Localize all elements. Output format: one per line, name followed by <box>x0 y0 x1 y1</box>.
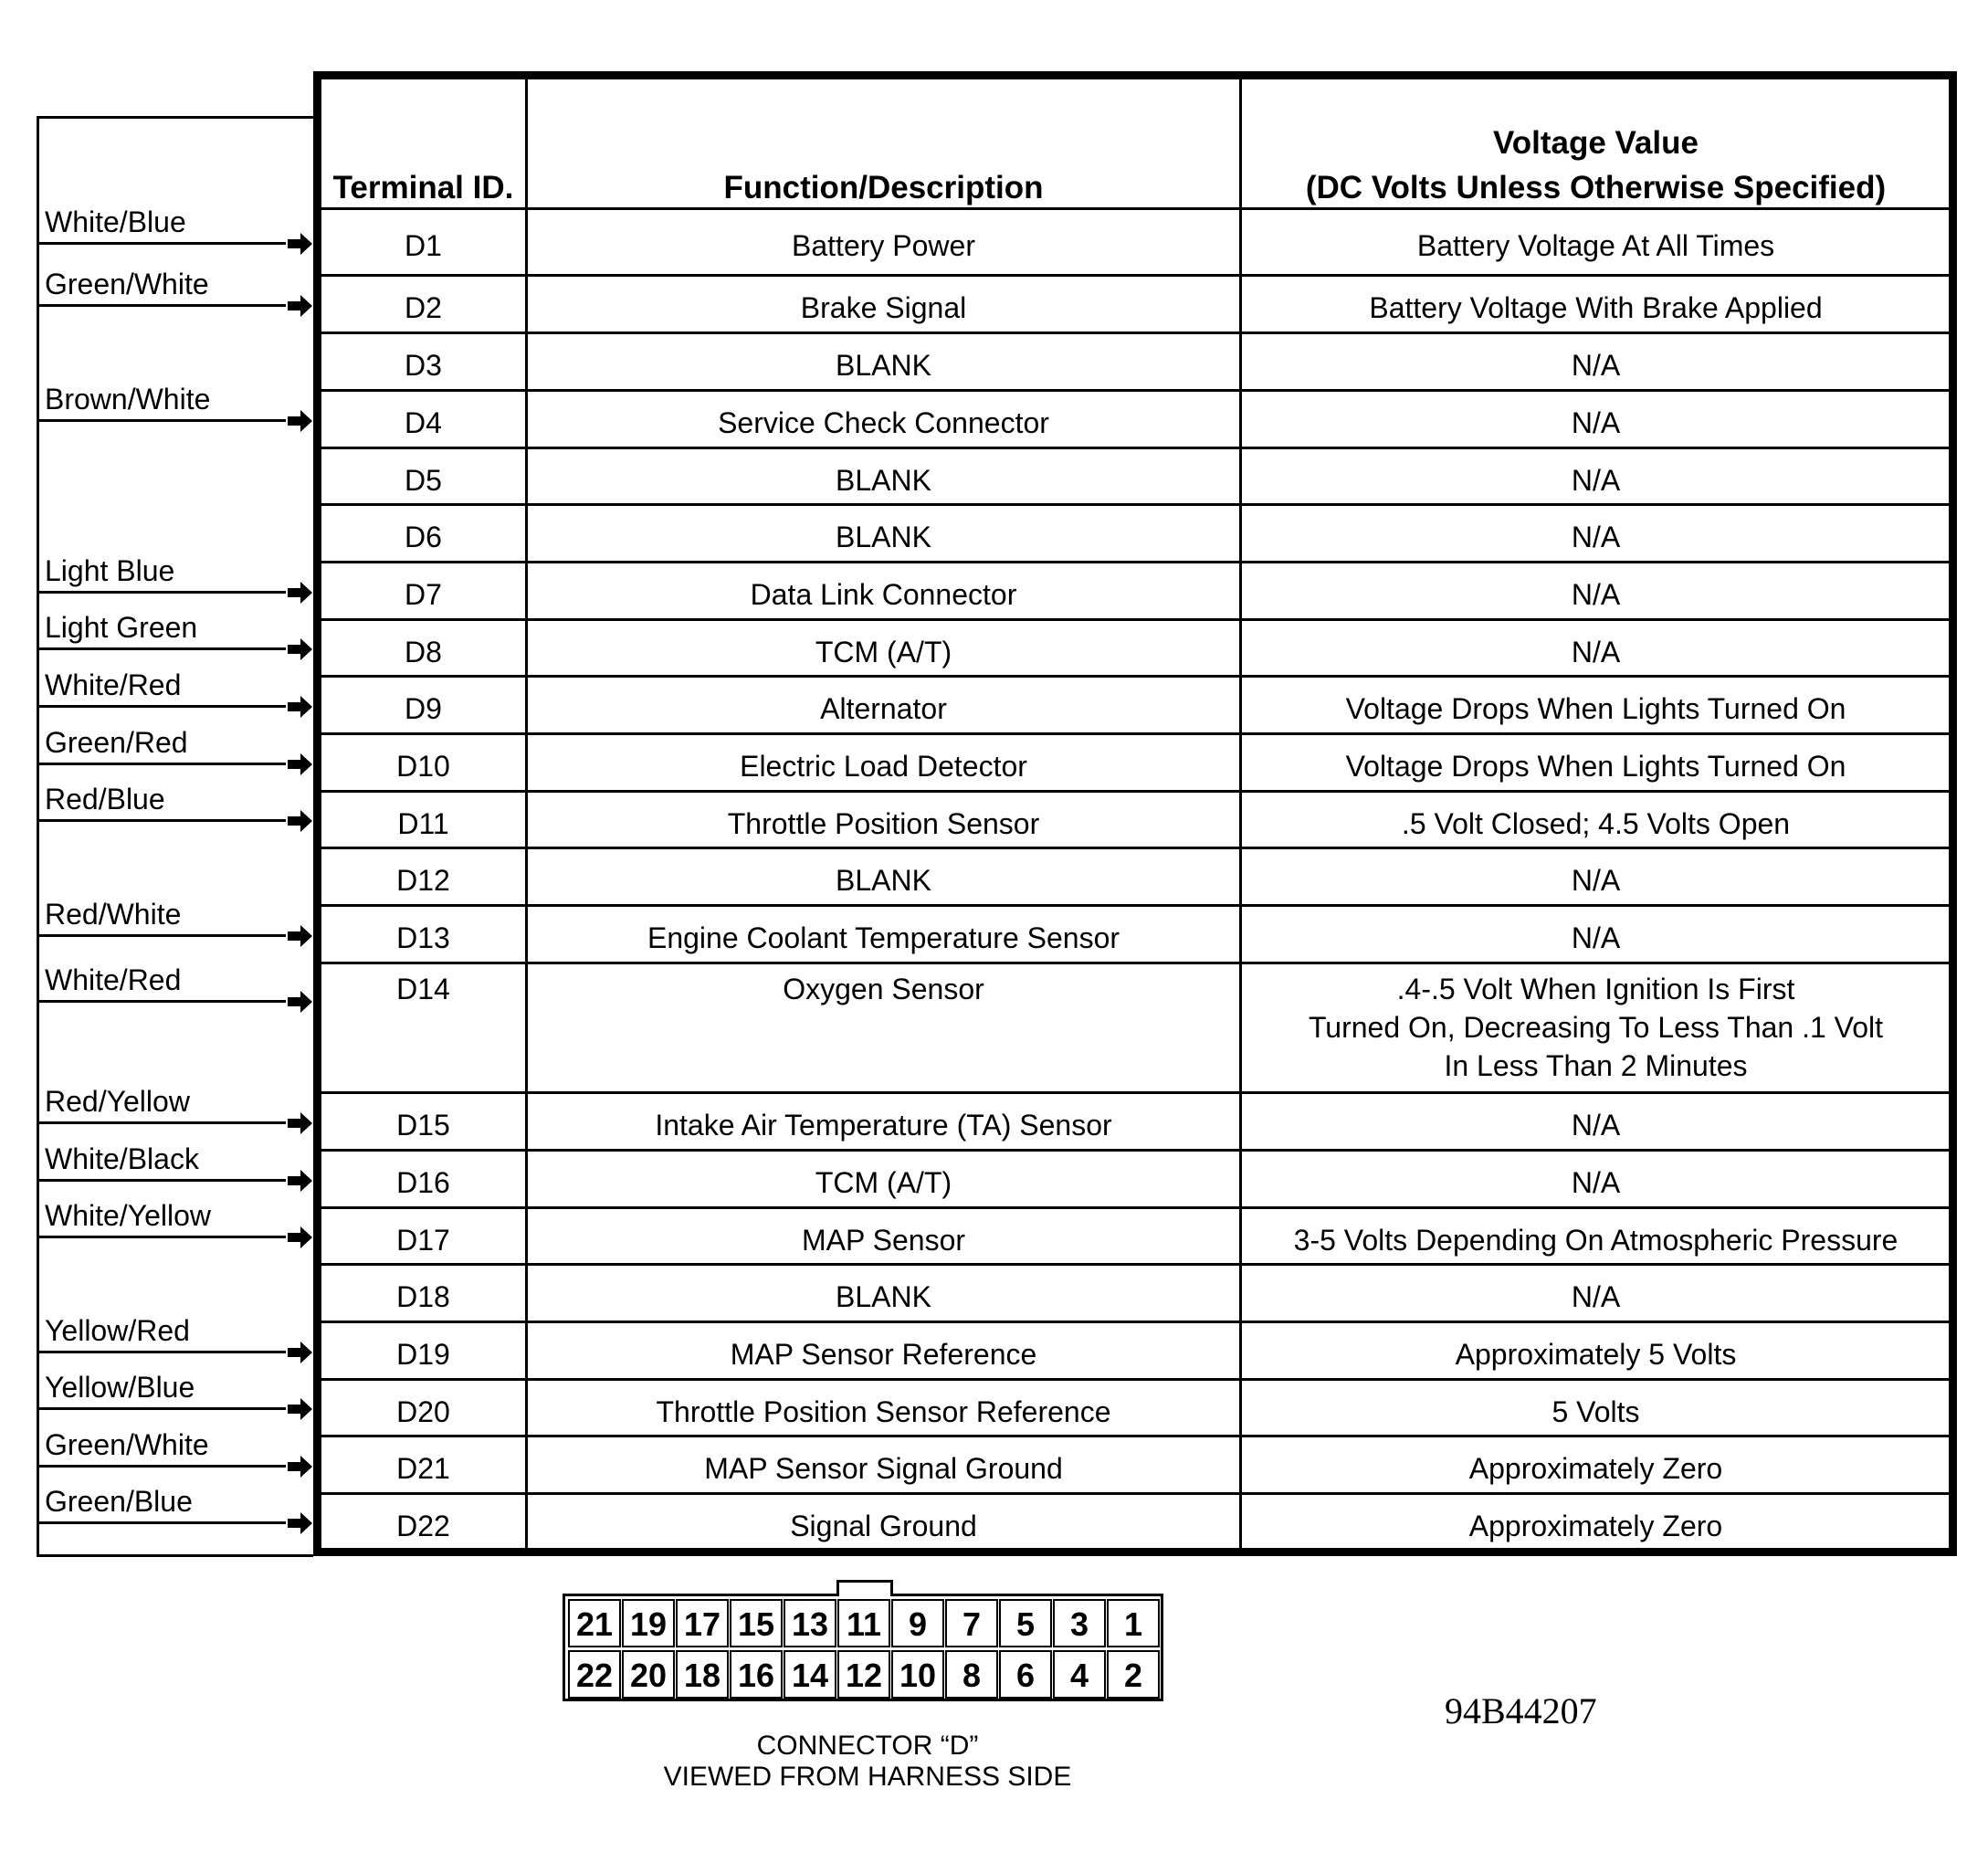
function-cell: Service Check Connector <box>718 406 1049 439</box>
connector-pin: 8 <box>945 1650 998 1699</box>
voltage-cell: Approximately Zero <box>1468 1510 1723 1542</box>
function-cell: BLANK <box>836 521 931 553</box>
row-divider <box>321 503 1949 506</box>
wire-color-label: Green/White <box>45 1428 209 1461</box>
connector-pin: 19 <box>622 1599 675 1647</box>
wire-entry <box>37 590 313 650</box>
voltage-cell: Battery Voltage At All Times <box>1416 229 1775 262</box>
wire-entry <box>37 1178 313 1238</box>
voltage-cell: Battery Voltage With Brake Applied <box>1369 291 1823 324</box>
row-divider <box>321 561 1949 563</box>
voltage-cell: N/A <box>1571 349 1621 382</box>
arrow-right-icon <box>288 293 313 319</box>
wire-entry <box>37 1407 313 1468</box>
wire-line <box>37 242 286 245</box>
terminal-id-cell: D8 <box>405 636 442 668</box>
wire-color-label: White/Blue <box>45 205 186 238</box>
function-cell: MAP Sensor Reference <box>730 1338 1037 1371</box>
row-divider <box>321 1492 1949 1495</box>
wire-entry <box>37 942 313 1003</box>
connector-d-diagram <box>563 1594 1163 1701</box>
terminal-table <box>313 71 1957 1556</box>
row-divider <box>321 331 1949 334</box>
voltage-cell: N/A <box>1571 864 1621 897</box>
wire-entry <box>37 533 313 594</box>
terminal-id-cell: D4 <box>405 406 442 439</box>
connector-pin: 4 <box>1053 1650 1106 1699</box>
connector-pin: 12 <box>837 1650 890 1699</box>
header-function: Function/Description <box>723 170 1044 205</box>
function-cell: Data Link Connector <box>750 578 1017 611</box>
connector-pin: 6 <box>999 1650 1052 1699</box>
header-terminal-id: Terminal ID. <box>332 170 514 205</box>
terminal-id-cell: D18 <box>396 1280 450 1313</box>
function-cell: BLANK <box>836 349 931 382</box>
voltage-cell: .4-.5 Volt When Ignition Is First Turned On, Decreasing To Less Than .1 Volt In Less Than 2 Minutes <box>1308 973 1884 1082</box>
row-divider <box>321 447 1949 449</box>
terminal-id-cell: D2 <box>405 291 442 324</box>
voltage-cell: Approximately 5 Volts <box>1455 1338 1737 1371</box>
connector-pin: 11 <box>837 1599 890 1647</box>
arrow-right-icon <box>288 989 313 1015</box>
wire-color-label: Light Blue <box>45 554 175 587</box>
row-divider <box>321 207 1949 210</box>
wire-color-label: Red/Blue <box>45 783 165 816</box>
row-divider <box>321 389 1949 392</box>
header-voltage-line1: Voltage Value <box>1493 125 1699 161</box>
arrow-right-icon <box>288 408 313 434</box>
row-divider <box>321 675 1949 678</box>
terminal-id-cell: D17 <box>396 1224 450 1257</box>
wire-entry <box>37 1293 313 1353</box>
wire-line <box>37 419 286 422</box>
terminal-id-cell: D9 <box>405 692 442 725</box>
wire-entry <box>37 362 313 422</box>
wire-color-label: White/Black <box>45 1142 199 1175</box>
connector-caption-line1: CONNECTOR “D” <box>756 1731 979 1761</box>
voltage-cell: Voltage Drops When Lights Turned On <box>1345 750 1846 783</box>
terminal-id-cell: D19 <box>396 1338 450 1371</box>
wire-color-label: White/Red <box>45 963 182 996</box>
wire-entry <box>37 705 313 765</box>
terminal-id-cell: D14 <box>396 973 450 1005</box>
voltage-cell: N/A <box>1571 921 1621 954</box>
voltage-cell: Approximately Zero <box>1468 1452 1723 1485</box>
wire-entry <box>37 647 313 708</box>
row-divider <box>321 1149 1949 1152</box>
header-voltage-line2: (DC Volts Unless Otherwise Specified) <box>1305 170 1887 205</box>
voltage-cell: 5 Volts <box>1551 1395 1640 1428</box>
connector-pin: 10 <box>891 1650 944 1699</box>
wire-color-label: Brown/White <box>45 383 211 416</box>
terminal-id-cell: D21 <box>396 1452 450 1485</box>
function-cell: Electric Load Detector <box>740 750 1027 783</box>
connector-pin: 13 <box>784 1599 836 1647</box>
terminal-id-cell: D15 <box>396 1109 450 1142</box>
wire-color-label: White/Red <box>45 668 182 701</box>
connector-key-tab <box>836 1580 893 1596</box>
connector-caption <box>639 1731 1096 1793</box>
function-cell: BLANK <box>836 464 931 497</box>
connector-pin: 7 <box>945 1599 998 1647</box>
connector-caption-line2: VIEWED FROM HARNESS SIDE <box>663 1762 1072 1792</box>
function-cell: BLANK <box>836 1280 931 1313</box>
connector-pin: 18 <box>676 1650 729 1699</box>
row-divider <box>321 790 1949 793</box>
wire-line <box>37 304 286 307</box>
voltage-cell: N/A <box>1571 521 1621 553</box>
voltage-cell: N/A <box>1571 1109 1621 1142</box>
connector-pin: 9 <box>891 1599 944 1647</box>
row-divider <box>321 1091 1949 1094</box>
function-cell: BLANK <box>836 864 931 897</box>
wire-color-label: White/Yellow <box>45 1199 212 1232</box>
voltage-cell: N/A <box>1571 464 1621 497</box>
function-cell: Throttle Position Sensor <box>727 807 1040 840</box>
wire-line <box>37 934 286 937</box>
terminal-id-cell: D6 <box>405 521 442 553</box>
row-divider <box>321 1378 1949 1381</box>
voltage-cell: Voltage Drops When Lights Turned On <box>1345 692 1846 725</box>
row-divider <box>321 1206 1949 1209</box>
row-divider <box>321 618 1949 621</box>
figure-id: 94B44207 <box>1445 1690 1597 1731</box>
row-divider <box>321 962 1949 964</box>
wire-color-label: Red/White <box>45 898 182 931</box>
function-cell: Throttle Position Sensor Reference <box>656 1395 1111 1428</box>
row-divider <box>321 1435 1949 1437</box>
wire-entry <box>37 247 313 307</box>
voltage-cell: N/A <box>1571 636 1621 668</box>
wire-entry <box>37 877 313 937</box>
voltage-cell: N/A <box>1571 578 1621 611</box>
terminal-id-cell: D5 <box>405 464 442 497</box>
function-cell: TCM (A/T) <box>815 636 952 668</box>
terminal-id-cell: D12 <box>396 864 450 897</box>
row-divider <box>321 1263 1949 1266</box>
wire-color-label: Green/Red <box>45 726 188 759</box>
connector-pin: 16 <box>730 1650 783 1699</box>
wire-line <box>37 1521 286 1524</box>
wire-color-label: Yellow/Blue <box>45 1371 195 1404</box>
row-divider <box>321 847 1949 849</box>
function-cell: Alternator <box>820 692 947 725</box>
function-cell: MAP Sensor <box>801 1224 966 1257</box>
row-divider <box>321 904 1949 907</box>
terminal-id-cell: D1 <box>405 229 442 262</box>
function-cell: Battery Power <box>792 229 975 262</box>
function-cell: TCM (A/T) <box>815 1166 952 1199</box>
connector-pin: 14 <box>784 1650 836 1699</box>
terminal-id-cell: D7 <box>405 578 442 611</box>
terminal-id-cell: D22 <box>396 1510 450 1542</box>
arrow-right-icon <box>288 1510 313 1536</box>
voltage-cell: N/A <box>1571 1166 1621 1199</box>
wire-entry <box>37 1121 313 1182</box>
wire-color-label: Light Green <box>45 611 198 644</box>
terminal-id-cell: D16 <box>396 1166 450 1199</box>
function-cell: Engine Coolant Temperature Sensor <box>647 921 1120 954</box>
wire-color-label: Yellow/Red <box>45 1314 190 1347</box>
terminal-id-cell: D3 <box>405 349 442 382</box>
wire-color-label: Green/White <box>45 268 209 300</box>
connector-pin: 22 <box>568 1650 621 1699</box>
connector-pin: 17 <box>676 1599 729 1647</box>
wire-entry <box>37 1464 313 1524</box>
terminal-id-cell: D20 <box>396 1395 450 1428</box>
connector-pin: 2 <box>1107 1650 1160 1699</box>
voltage-cell: .5 Volt Closed; 4.5 Volts Open <box>1401 807 1791 840</box>
terminal-id-cell: D10 <box>396 750 450 783</box>
arrow-right-icon <box>288 808 313 834</box>
voltage-cell: N/A <box>1571 1280 1621 1313</box>
wire-color-label: Red/Yellow <box>45 1085 190 1118</box>
wire-line <box>37 1236 286 1238</box>
connector-pin: 5 <box>999 1599 1052 1647</box>
voltage-cell: 3-5 Volts Depending On Atmospheric Pressure <box>1293 1224 1899 1257</box>
connector-pin: 20 <box>622 1650 675 1699</box>
terminal-id-cell: D11 <box>397 807 449 840</box>
connector-pin: 1 <box>1107 1599 1160 1647</box>
wire-entry <box>37 184 313 245</box>
function-cell: MAP Sensor Signal Ground <box>704 1452 1063 1485</box>
arrow-right-icon <box>288 1225 313 1250</box>
voltage-cell: N/A <box>1571 406 1621 439</box>
terminal-id-cell: D13 <box>396 921 450 954</box>
connector-pin: 15 <box>730 1599 783 1647</box>
wire-color-label: Green/Blue <box>45 1485 193 1518</box>
row-divider <box>321 1321 1949 1323</box>
wire-entry <box>37 1350 313 1410</box>
function-cell: Intake Air Temperature (TA) Sensor <box>655 1109 1112 1142</box>
wire-entry <box>37 1064 313 1124</box>
row-divider <box>321 274 1949 277</box>
row-divider <box>321 732 1949 735</box>
connector-pin: 21 <box>568 1599 621 1647</box>
function-cell: Oxygen Sensor <box>783 973 984 1005</box>
function-cell: Signal Ground <box>790 1510 977 1542</box>
wire-line <box>37 1000 286 1003</box>
wire-line <box>37 819 286 822</box>
function-cell: Brake Signal <box>800 291 967 324</box>
connector-pin: 3 <box>1053 1599 1106 1647</box>
wire-entry <box>37 762 313 822</box>
